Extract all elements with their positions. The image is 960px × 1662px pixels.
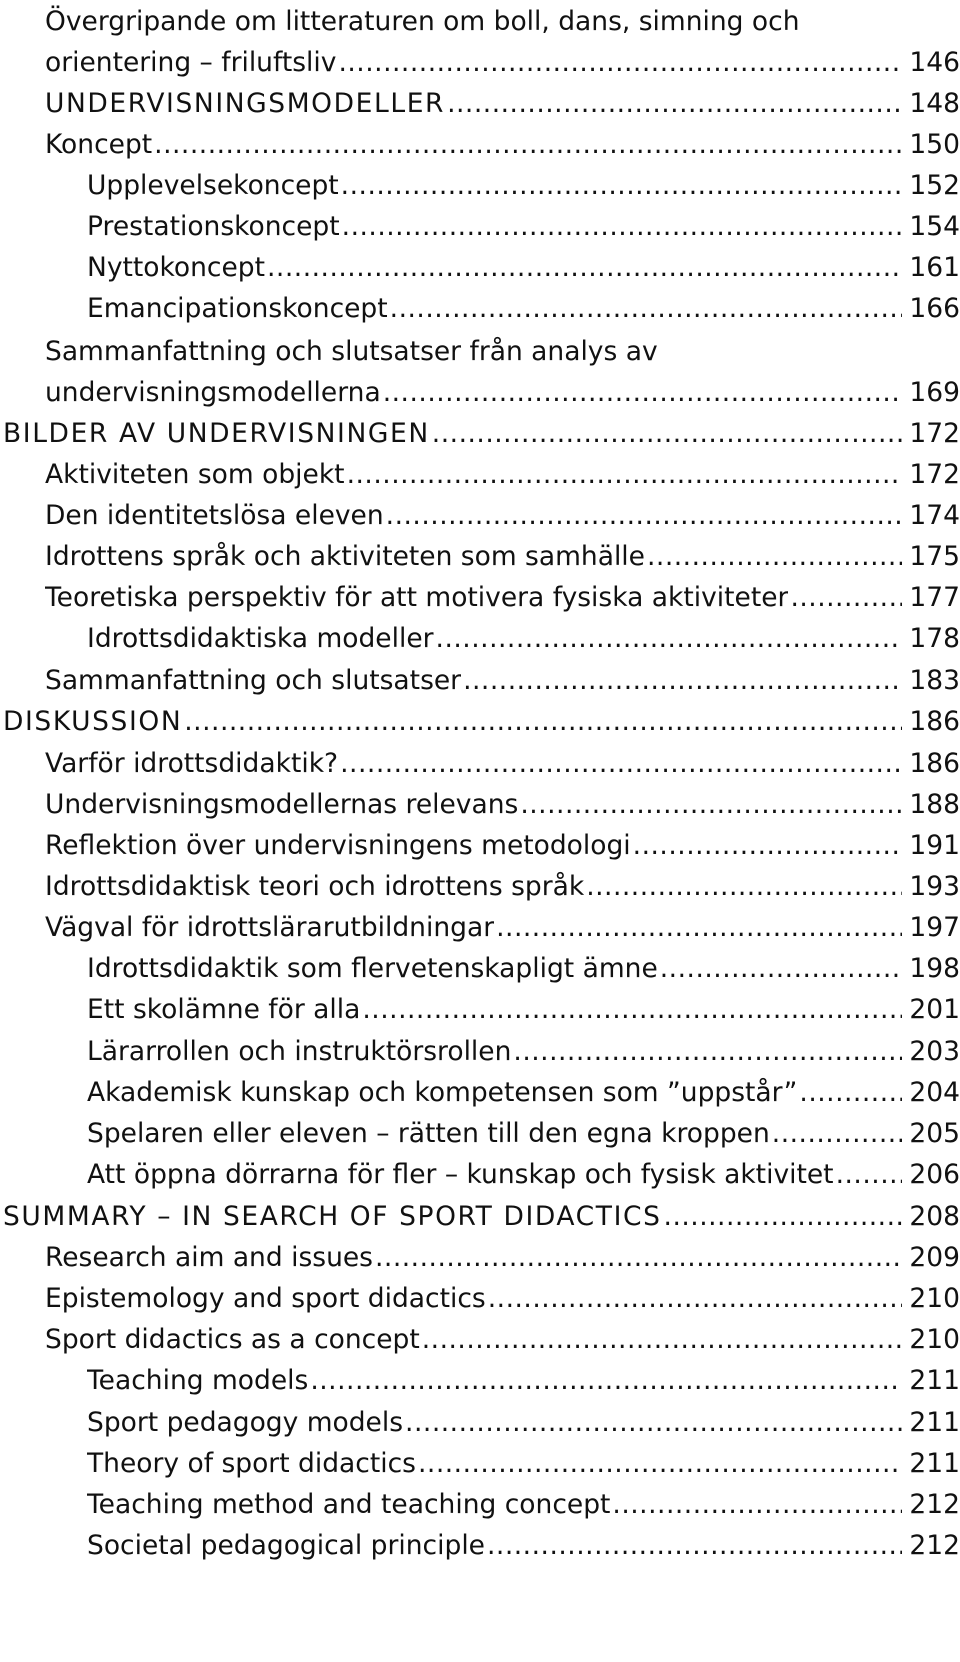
toc-entry-page: 148 xyxy=(909,88,960,119)
toc-entry-title: UNDERVISNINGSMODELLER xyxy=(45,88,446,119)
toc-entry-title: Prestationskoncept xyxy=(87,211,340,242)
toc-entry-page: 172 xyxy=(909,418,960,449)
dot-leader xyxy=(405,1401,902,1445)
toc-entry-title: Akademisk kunskap och kompetensen som ”uppstår” xyxy=(87,1077,798,1108)
dot-leader xyxy=(496,906,902,950)
dot-leader xyxy=(436,617,902,661)
toc-entry[interactable] xyxy=(0,742,960,786)
toc-entry[interactable] xyxy=(0,988,960,1032)
toc-entry-page: 178 xyxy=(909,623,960,654)
toc-entry-title: Den identitetslösa eleven xyxy=(45,500,384,531)
toc-entry[interactable] xyxy=(0,1195,960,1239)
toc-entry-title: BILDER AV UNDERVISNINGEN xyxy=(3,418,430,449)
toc-entry-title: Vägval för idrottslärarutbildningar xyxy=(45,912,495,943)
toc-entry-page: 201 xyxy=(909,994,960,1025)
toc-entry[interactable] xyxy=(0,1483,960,1527)
toc-entry-page: 146 xyxy=(909,47,960,78)
toc-entry-title: Undervisningsmodellernas relevans xyxy=(45,789,519,820)
toc-entry-page: 191 xyxy=(909,830,960,861)
toc-entry-page: 161 xyxy=(909,252,960,283)
toc-entry-page: 172 xyxy=(909,459,960,490)
toc-entry[interactable] xyxy=(0,412,960,456)
toc-entry-title: DISKUSSION xyxy=(3,706,183,737)
toc-entry[interactable] xyxy=(0,494,960,538)
toc-entry-title: Idrottsdidaktiska modeller xyxy=(87,623,434,654)
dot-leader xyxy=(422,1318,902,1362)
toc-entry-page: 208 xyxy=(909,1201,960,1232)
dot-leader xyxy=(447,82,902,126)
dot-leader xyxy=(341,164,902,208)
toc-entry-title: Ett skolämne för alla xyxy=(87,994,361,1025)
toc-entry-title: Nyttokoncept xyxy=(87,252,265,283)
dot-leader xyxy=(664,1195,902,1239)
dot-leader xyxy=(432,412,902,456)
toc-entry[interactable] xyxy=(0,659,960,703)
toc-entry-title: Reflektion över undervisningens metodologi xyxy=(45,830,631,861)
toc-entry-page: 177 xyxy=(909,582,960,613)
dot-leader xyxy=(375,1236,902,1280)
toc-entry-page: 211 xyxy=(909,1448,960,1479)
toc-entry-title: Emancipationskoncept xyxy=(87,293,388,324)
toc-entry[interactable] xyxy=(0,246,960,290)
toc-entry[interactable] xyxy=(0,164,960,208)
toc-entry-page: 183 xyxy=(909,665,960,696)
dot-leader xyxy=(660,947,902,991)
dot-leader xyxy=(799,1071,902,1115)
toc-entry[interactable] xyxy=(0,576,960,620)
dot-leader xyxy=(184,700,902,744)
toc-entry-page: 203 xyxy=(909,1036,960,1067)
toc-entry-title: Epistemology and sport didactics xyxy=(45,1283,486,1314)
toc-entry-page: 186 xyxy=(909,748,960,779)
toc-entry-title: Teaching method and teaching concept xyxy=(87,1489,611,1520)
toc-entry-title: Idrottsdidaktik som flervetenskapligt ämne xyxy=(87,953,658,984)
toc-entry-page: 206 xyxy=(909,1159,960,1190)
toc-entry-title: Koncept xyxy=(45,129,153,160)
toc-entry-title: Sammanfattning och slutsatser från analys av xyxy=(45,336,658,367)
toc-entry[interactable] xyxy=(0,1030,960,1074)
toc-entry[interactable] xyxy=(0,1359,960,1403)
dot-leader xyxy=(463,659,902,703)
toc-entry-title: Spelaren eller eleven – rätten till den egna kroppen xyxy=(87,1118,770,1149)
toc-entry-title: Societal pedagogical principle xyxy=(87,1530,485,1561)
toc-entry-page: 188 xyxy=(909,789,960,820)
toc-entry-title: Aktiviteten som objekt xyxy=(45,459,345,490)
toc-entry[interactable] xyxy=(0,1318,960,1362)
toc-entry-title: SUMMARY – IN SEARCH OF SPORT DIDACTICS xyxy=(3,1201,662,1232)
toc-entry[interactable] xyxy=(0,123,960,167)
toc-entry-title: Lärarrollen och instruktörsrollen xyxy=(87,1036,512,1067)
toc-entry[interactable] xyxy=(0,865,960,909)
toc-entry-page: 152 xyxy=(909,170,960,201)
toc-entry[interactable] xyxy=(0,1277,960,1321)
toc-entry-title: Idrottsdidaktisk teori och idrottens språk xyxy=(45,871,585,902)
toc-entry-title: Research aim and issues xyxy=(45,1242,373,1273)
toc-entry xyxy=(0,0,960,44)
toc-entry-title: orientering – friluftsliv xyxy=(45,47,337,78)
dot-leader xyxy=(154,123,902,167)
toc-entry-page: 198 xyxy=(909,953,960,984)
dot-leader xyxy=(386,494,902,538)
toc-entry-page: 193 xyxy=(909,871,960,902)
toc-entry[interactable] xyxy=(0,535,960,579)
toc-entry-title: Teoretiska perspektiv för att motivera fysiska aktiviteter xyxy=(45,582,789,613)
toc-entry[interactable] xyxy=(0,1153,960,1197)
dot-leader xyxy=(513,1030,902,1074)
toc-entry-title: Sammanfattning och slutsatser xyxy=(45,665,462,696)
toc-entry[interactable] xyxy=(0,1071,960,1115)
toc-entry-page: 197 xyxy=(909,912,960,943)
toc-entry-title: Sport didactics as a concept xyxy=(45,1324,420,1355)
dot-leader xyxy=(612,1483,902,1527)
toc-entry-title: Varför idrottsdidaktik? xyxy=(45,748,339,779)
toc-entry xyxy=(0,330,960,374)
toc-entry[interactable] xyxy=(0,1524,960,1568)
toc-entry-title: Övergripande om litteraturen om boll, dans, simning och xyxy=(45,6,800,37)
toc-entry-page: 211 xyxy=(909,1365,960,1396)
toc-entry-page: 150 xyxy=(909,129,960,160)
dot-leader xyxy=(418,1442,902,1486)
toc-entry-page: 204 xyxy=(909,1077,960,1108)
toc-entry[interactable] xyxy=(0,371,960,415)
dot-leader xyxy=(310,1359,902,1403)
toc-entry-page: 154 xyxy=(909,211,960,242)
toc-entry[interactable] xyxy=(0,617,960,661)
toc-entry-page: 166 xyxy=(909,293,960,324)
toc-entry-page: 210 xyxy=(909,1324,960,1355)
dot-leader xyxy=(488,1277,902,1321)
toc-entry[interactable] xyxy=(0,1236,960,1280)
toc-entry[interactable] xyxy=(0,947,960,991)
dot-leader xyxy=(647,535,902,579)
dot-leader xyxy=(390,287,902,331)
dot-leader xyxy=(338,41,902,85)
toc-entry-page: 169 xyxy=(909,377,960,408)
toc-entry[interactable] xyxy=(0,287,960,331)
toc-entry-page: 211 xyxy=(909,1407,960,1438)
toc-entry[interactable] xyxy=(0,906,960,950)
toc-entry[interactable] xyxy=(0,1112,960,1156)
dot-leader xyxy=(267,246,902,290)
dot-leader xyxy=(790,576,902,620)
dot-leader xyxy=(340,742,902,786)
dot-leader xyxy=(633,824,902,868)
toc-entry-page: 186 xyxy=(909,706,960,737)
toc-entry-page: 209 xyxy=(909,1242,960,1273)
toc-entry-title: Teaching models xyxy=(87,1365,309,1396)
toc-entry[interactable] xyxy=(0,1442,960,1486)
toc-entry-page: 212 xyxy=(909,1530,960,1561)
toc-entry[interactable] xyxy=(0,82,960,126)
toc-entry-title: Att öppna dörrarna för fler – kunskap och fysisk aktivitet xyxy=(87,1159,834,1190)
toc-entry-page: 175 xyxy=(909,541,960,572)
toc-entry[interactable] xyxy=(0,205,960,249)
toc-entry-page: 212 xyxy=(909,1489,960,1520)
toc-entry[interactable] xyxy=(0,41,960,85)
toc-entry[interactable] xyxy=(0,783,960,827)
toc-entry-title: Idrottens språk och aktiviteten som samhälle xyxy=(45,541,645,572)
dot-leader xyxy=(383,371,902,415)
toc-entry-title: Upplevelsekoncept xyxy=(87,170,339,201)
toc-entry-title: Sport pedagogy models xyxy=(87,1407,404,1438)
toc-entry-page: 210 xyxy=(909,1283,960,1314)
dot-leader xyxy=(362,988,902,1032)
toc-entry-page: 174 xyxy=(909,500,960,531)
dot-leader xyxy=(836,1153,902,1197)
toc-entry[interactable] xyxy=(0,1401,960,1445)
dot-leader xyxy=(520,783,902,827)
dot-leader xyxy=(347,453,902,497)
dot-leader xyxy=(342,205,902,249)
toc-entry[interactable] xyxy=(0,700,960,744)
toc-entry-title: undervisningsmodellerna xyxy=(45,377,381,408)
dot-leader xyxy=(772,1112,902,1156)
toc-entry[interactable] xyxy=(0,824,960,868)
toc-entry-page: 205 xyxy=(909,1118,960,1149)
toc-entry-title: Theory of sport didactics xyxy=(87,1448,416,1479)
dot-leader xyxy=(487,1524,902,1568)
toc-entry[interactable] xyxy=(0,453,960,497)
dot-leader xyxy=(586,865,902,909)
